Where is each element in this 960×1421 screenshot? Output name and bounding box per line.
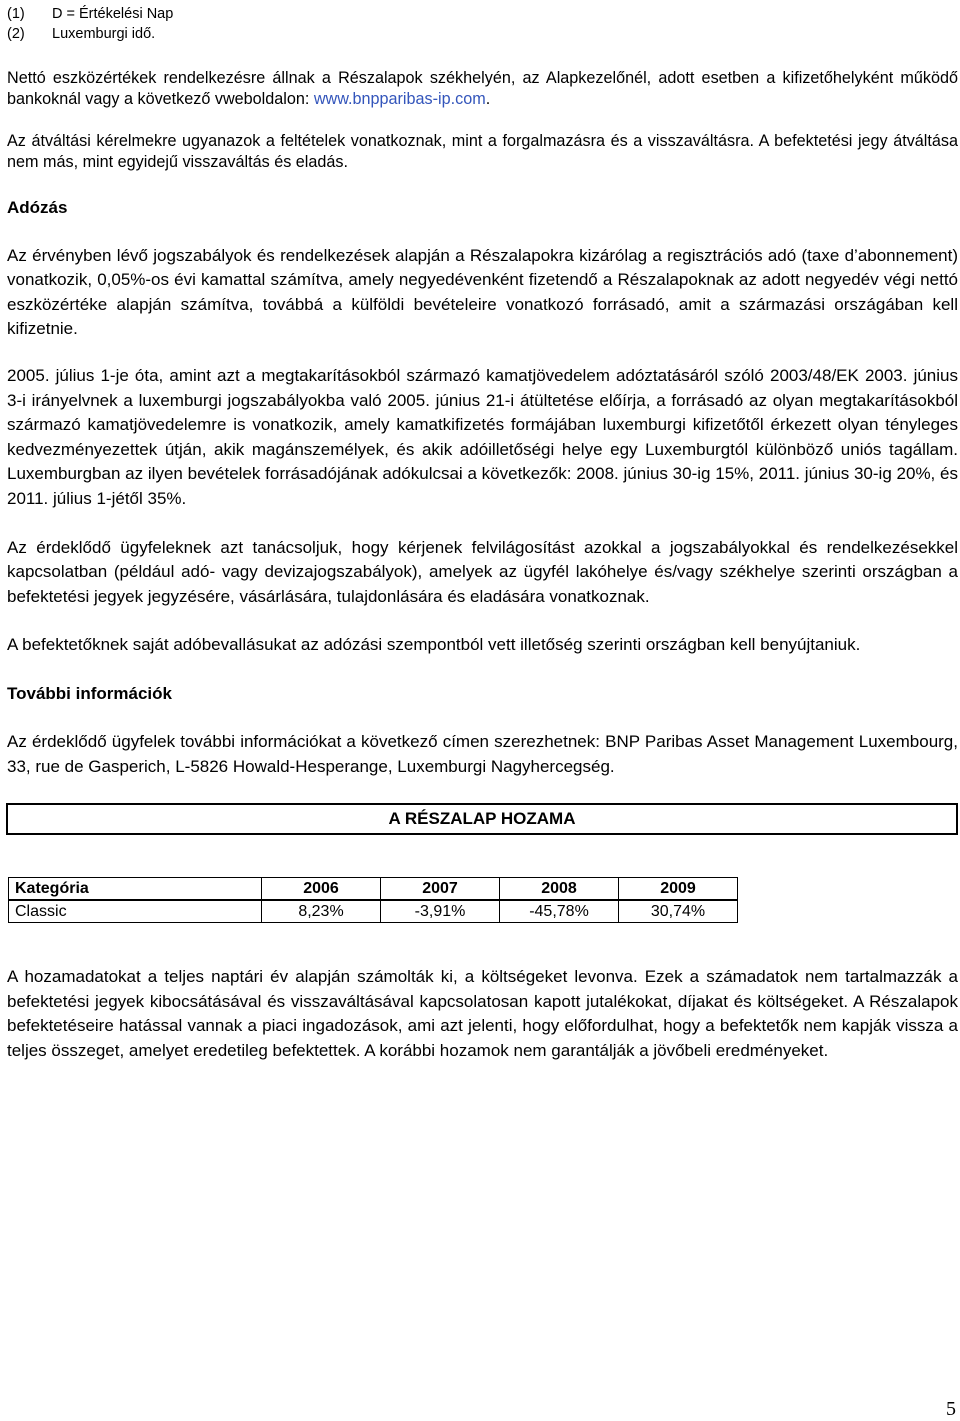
row-value: -45,78% xyxy=(500,900,619,923)
footnote-text: Luxemburgi idő. xyxy=(52,26,156,42)
more-info-paragraph: Az érdeklődő ügyfelek további információkat a következő címen szerezhetnek: BNP Paribas Asset Management Luxembourg, 33, rue de Gasperich, L-5826 Howald-Hesperange, Luxemburgi Nagyhercegség. xyxy=(7,731,958,776)
returns-table xyxy=(8,877,738,923)
header-year: 2009 xyxy=(619,878,738,901)
footnote-number: (2) xyxy=(7,26,25,42)
row-value: -3,91% xyxy=(381,900,500,923)
footnote-text: D = Értékelési Nap xyxy=(52,6,174,22)
row-value: 30,74% xyxy=(619,900,738,923)
header-year: 2007 xyxy=(381,878,500,901)
more-info-heading: További információk xyxy=(7,683,172,703)
footnotes xyxy=(7,4,958,44)
nav-availability-paragraph xyxy=(7,68,958,111)
fund-yield-banner: A RÉSZALAP HOZAMA xyxy=(6,803,958,835)
header-year: 2006 xyxy=(262,878,381,901)
header-category: Kategória xyxy=(9,878,262,901)
table-row xyxy=(9,900,738,923)
returns-note-paragraph: A hozamadatokat a teljes naptári év alapján számolták ki, a költségeket levonva. Ezek a számadatok nem tartalmazzák a befektetési jegyek kibocsátásával és visszaváltásával kapcsolatosan kapott jutalékokat, díjakat és költségeket. A Részalapok befektetéseire hatással vannak a piaci ingadozások, ami azt jelenti, hogy előfordulhat, hogy a befektetők nem kapják vissza a teljes összeget, amelyet eredetileg befektettek. A korábbi hozamok nem garantálják a jövőbeli eredményeket. xyxy=(7,967,958,1060)
row-category: Classic xyxy=(9,900,262,923)
website-link[interactable]: www.bnpparibas-ip.com xyxy=(313,90,486,109)
header-year: 2008 xyxy=(500,878,619,901)
table-header-row xyxy=(9,878,738,901)
footnote xyxy=(7,4,958,24)
row-value: 8,23% xyxy=(262,900,381,923)
footnote-number: (1) xyxy=(7,6,25,22)
nav-availability-end: . xyxy=(485,90,491,109)
nav-availability-text: Nettó eszközértékek rendelkezésre állnak a Részalapok székhelyén, az Alapkezelőnél, adott esetben a kifizetőhelyként működő bankoknál vagy a következő vweboldalon: xyxy=(7,69,958,109)
conversion-paragraph: Az átváltási kérelmekre ugyanazok a feltételek vonatkoznak, mint a forgalmazásra és a visszaváltásra. A befektetési jegy átváltása nem más, mint egyidejű visszaváltás és eladás. xyxy=(7,131,958,172)
footnote xyxy=(7,24,958,44)
tax-paragraph-2: 2005. július 1-je óta, amint azt a megtakarításokból származó kamatjövedelem adóztatásáról szóló 2003/48/EK 2003. június 3-i irányelvnek a luxemburgi jogszabályokba való 2005. június 21-i átültetése előírja, a forrásadó az olyan megtakarításokból származó kamatjövedelemre is vonatkozik, amely kamatkifizetés formájában luxemburgi kifizetőtől érkezett olyan tényleges kedvezményezettek útján, akik magánszemélyek, és akik adóilletőségi helye egy Luxemburgtól különböző uniós tagállam. Luxemburgban az ilyen bevételek forrásadójának adókulcsai a következők: 2008. június 30-ig 15%, 2011. június 30-ig 20%, és 2011. július 1-jétől 35%. xyxy=(7,366,958,508)
tax-paragraph-1: Az érvényben lévő jogszabályok és rendelkezések alapján a Részalapokra kizárólag a regisztrációs adó (taxe d’abonnement) vonatkozik, 0,05%-os évi kamattal számítva, amely negyedévenként fizetendő a Részalapoknak az adott negyedév végi nettó eszközértéke alapján számítva, továbbá a külföldi bevételeire vonatkozó forrásadó, amit a származási országában kell kifizetnie. xyxy=(7,245,958,339)
tax-paragraph-3: Az érdeklődő ügyfeleknek azt tanácsoljuk, hogy kérjenek felvilágosítást azokkal a jogszabályokkal és rendelkezésekkel kapcsolatban (például adó- vagy devizajogszabályok), amelyek az ügyfél lakóhelye és/vagy székhelye szerinti országban a befektetési jegyek jegyzésére, vásárlására, tulajdonlására és eladására vonatkoznak. xyxy=(7,537,958,606)
document-page xyxy=(7,0,958,1064)
page-number: 5 xyxy=(946,1398,956,1420)
tax-heading: Adózás xyxy=(7,197,68,217)
tax-paragraph-4: A befektetőknek saját adóbevallásukat az adózási szempontból vett illetőség szerinti országban kell benyújtaniuk. xyxy=(7,635,861,655)
